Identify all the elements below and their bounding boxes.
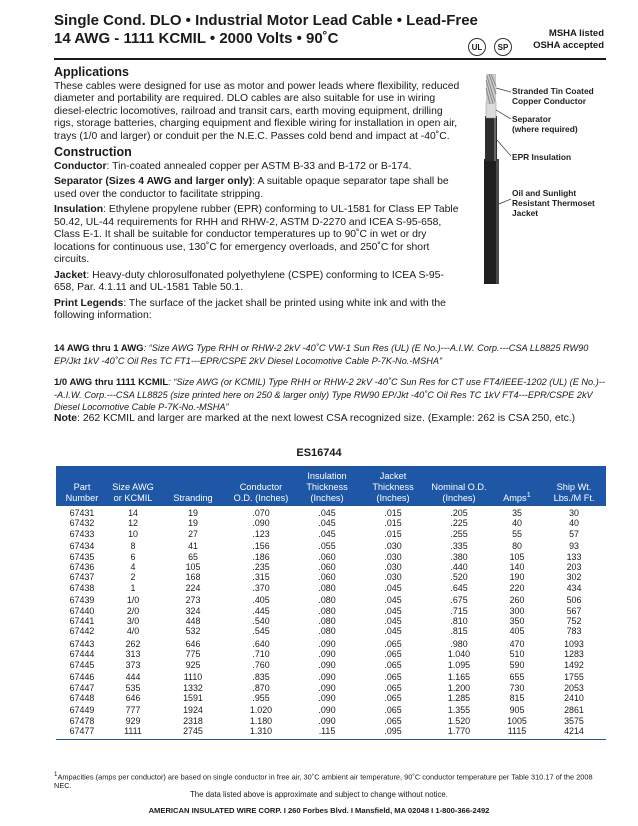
insulation-spec: Insulation: Ethylene propylene rubber (EPR) conforming to UL-1581 for Class EP Table 50.42, UL-44 requirements for RHH and RHW-2, ASTM D-2270 and ICEA S-95-658, Class E-1. It shall be suitable for conductor temperatures up to 90˚C in wet or dry locations for continuous use, 130˚C for emergency overloads, and 250˚C for short circuits. [54, 204, 459, 265]
applications-heading: Applications [54, 65, 130, 79]
table-cell: 1.285 [447, 692, 471, 703]
table-cell: 105 [509, 551, 525, 562]
table-cell: 67437 [69, 572, 95, 583]
table-cell: 3575 [564, 715, 584, 726]
separator-spec: Separator (Sizes 4 AWG and larger only): A suitable opaque separator tape shall be used over the conductor to facilitate stripping. [54, 176, 449, 200]
table-cell: 2745 [158, 726, 228, 739]
table-cell: 67447 [69, 682, 95, 693]
table-cell: 300 [509, 605, 525, 616]
table-cell: .255 [450, 528, 468, 539]
table-cell: .675 [450, 595, 468, 606]
table-cell: .030 [384, 541, 402, 552]
footnote: $^1$Ampacities (amps per conductor) are based on single conductor in free air, 30˚C ambient air temperature, 90˚C conductor temperature per Table 310.17 of the 2008 NEC. [54, 771, 593, 791]
table-cell: .060 [318, 572, 336, 583]
table-cell: 67440 [69, 605, 95, 616]
table-cell: 55 [512, 528, 522, 539]
table-cell: 2410 [564, 692, 584, 703]
table-cell: 1755 [564, 672, 584, 683]
table-row [56, 529, 606, 539]
ul-logo-icon: UL [468, 38, 486, 56]
insulation-callout: EPR Insulation [512, 152, 572, 162]
table-cell: 190 [509, 572, 525, 583]
table-cell: 67448 [69, 692, 95, 703]
table-cell: .115 [294, 726, 360, 739]
table-cell: 260 [509, 595, 525, 606]
table-cell: .015 [384, 518, 402, 529]
col-jacket: Jacket Thickness (Inches) [360, 466, 426, 506]
table-row [56, 626, 606, 636]
table-cell: .015 [384, 528, 402, 539]
table-cell: 65 [188, 551, 198, 562]
table-cell: 93 [569, 541, 579, 552]
col-nominal-od: Nominal O.D. (Inches) [426, 466, 492, 506]
table-cell: .060 [318, 562, 336, 573]
table-cell: 590 [509, 659, 525, 670]
table-cell: .090 [318, 682, 336, 693]
table-cell: 67478 [69, 715, 95, 726]
table-cell: 6 [130, 551, 136, 562]
table-cell: 57 [569, 528, 579, 539]
table-row [56, 616, 606, 626]
col-stranding: Stranding [158, 466, 228, 506]
table-cell: .065 [384, 638, 402, 649]
table-cell: .065 [384, 649, 402, 660]
separator-callout: Separator (where required) [512, 114, 578, 134]
table-cell: 67445 [69, 659, 95, 670]
table-cell: 1.310 [228, 726, 294, 739]
table-cell: 2 [130, 572, 136, 583]
table-cell: .065 [384, 659, 402, 670]
table-cell: .835 [252, 672, 270, 683]
table-cell: .520 [450, 572, 468, 583]
conductor-callout: Stranded Tin Coated Copper Conductor [512, 86, 594, 106]
table-cell: 302 [566, 572, 582, 583]
table-cell: .065 [384, 705, 402, 716]
table-cell: 1.520 [447, 715, 471, 726]
table-cell: .065 [384, 682, 402, 693]
table-cell: 567 [566, 605, 582, 616]
table-cell: 203 [566, 562, 582, 573]
spec-table [56, 466, 606, 740]
table-cell: .445 [252, 605, 270, 616]
table-cell: .980 [450, 638, 468, 649]
table-cell: .186 [252, 551, 270, 562]
table-row [56, 593, 606, 605]
table-cell: .225 [450, 518, 468, 529]
table-cell: .080 [318, 582, 336, 593]
table-cell: 1110 [183, 672, 203, 683]
table-cell: .080 [318, 595, 336, 606]
table-cell: .045 [318, 518, 336, 529]
table-cell: 2318 [183, 715, 203, 726]
table-cell: 19 [188, 518, 198, 529]
table-cell: 775 [185, 649, 201, 660]
table-cell: 2861 [564, 705, 584, 716]
col-ship-weight: Ship Wt. Lbs./M Ft. [542, 466, 606, 506]
table-cell: .065 [384, 692, 402, 703]
table-cell: 1924 [183, 705, 203, 716]
table-title: ES16744 [296, 447, 342, 459]
applications-text: These cables were designed for use as motor and power leads where flexibility, reduced diameter and portability are required. DLO cables are also suitable for use in wiring diesel-electric locomotives, railroad and transit cars, earth moving equipment, drilling rigs, storage batteries, charging equipment and flexible wiring for installation in open air, trays (1/0 and larger) or conduit per the N.E.C. Passes cold bend and impact at -40˚C. [54, 80, 460, 142]
table-cell: .070 [252, 508, 270, 518]
table-cell: 4214 [542, 726, 606, 739]
table-cell: 40 [569, 518, 579, 529]
table-cell: 67431 [69, 508, 95, 518]
msha-note: MSHA listed OSHA accepted [533, 28, 604, 51]
table-cell: .870 [252, 682, 270, 693]
table-row [56, 693, 606, 703]
table-cell: .380 [450, 551, 468, 562]
table-row [56, 506, 606, 518]
table-cell: 1/0 [126, 595, 140, 606]
table-cell: 1005 [507, 715, 527, 726]
table-cell: .030 [384, 551, 402, 562]
table-row [56, 683, 606, 693]
table-cell: .090 [318, 659, 336, 670]
table-cell: .405 [252, 595, 270, 606]
table-cell: .045 [384, 626, 402, 637]
table-cell: 12 [128, 518, 138, 529]
table-cell: .045 [318, 508, 336, 518]
table-cell: 133 [566, 551, 582, 562]
table-cell: .065 [384, 672, 402, 683]
table-cell: 2/0 [126, 605, 140, 616]
table-cell: .045 [318, 528, 336, 539]
table-cell: 313 [125, 649, 141, 660]
table-row [56, 518, 606, 528]
table-cell: 434 [566, 582, 582, 593]
table-row [56, 637, 606, 649]
table-cell: .205 [450, 508, 468, 518]
table-cell: 67441 [69, 616, 95, 627]
table-cell: 405 [509, 626, 525, 637]
page-subtitle: 14 AWG - 1111 KCMIL • 2000 Volts • 90˚C [54, 30, 339, 47]
table-row [56, 583, 606, 593]
col-part-number: Part Number [56, 466, 108, 506]
table-cell: 655 [509, 672, 525, 683]
table-cell: 40 [512, 518, 522, 529]
table-cell: 1093 [564, 638, 584, 649]
print-legend-spec: Print Legends: The surface of the jacket shall be printed using white ink and with the following information: [54, 297, 446, 321]
table-cell: 1492 [564, 659, 584, 670]
table-cell: .090 [318, 638, 336, 649]
table-cell: 67438 [69, 582, 95, 593]
table-cell: 8 [130, 541, 136, 552]
col-conductor-od: Conductor O.D. (Inches) [228, 466, 294, 506]
csa-logo-icon: SP [494, 38, 512, 56]
legend-small-sizes: 14 AWG thru 1 AWG: “Size AWG Type RHH or RHW-2 2kV -40˚C VW-1 Sun Res (UL) (E No.)---A.I.W. Corp.---CSA LL8825 RW90 EP/Jkt 1kV -40˚C Oil Res TC FT1---EPR/CSPE 2kV Diesel Locomotive Cable P-7K-No.-MSHA” [54, 343, 589, 366]
table-cell: 730 [509, 682, 525, 693]
table-cell: 273 [185, 595, 201, 606]
table-cell: 3/0 [126, 616, 140, 627]
cable-diagram [466, 64, 616, 284]
table-cell: .335 [450, 541, 468, 552]
table-cell: 41 [188, 541, 198, 552]
table-row [56, 539, 606, 551]
table-cell: 535 [125, 682, 141, 693]
table-row [56, 572, 606, 582]
table-cell: 140 [509, 562, 525, 573]
table-cell: .090 [318, 705, 336, 716]
table-cell: 470 [509, 638, 525, 649]
table-cell: 324 [185, 605, 201, 616]
table-row [56, 670, 606, 682]
table-cell: 35 [512, 508, 522, 518]
table-cell: .080 [318, 626, 336, 637]
table-cell: 10 [128, 528, 138, 539]
table-cell: 67439 [69, 595, 95, 606]
certification-logos [468, 38, 512, 56]
table-cell: .015 [384, 508, 402, 518]
table-cell: .640 [252, 638, 270, 649]
table-cell: .715 [450, 605, 468, 616]
header [54, 12, 604, 48]
table-cell: 67449 [69, 705, 95, 716]
table-cell: .235 [252, 562, 270, 573]
table-cell: .080 [318, 616, 336, 627]
jacket-callout: Oil and Sunlight Resistant Thermoset Jacket [512, 188, 595, 218]
table-cell: 19 [188, 508, 198, 518]
table-cell: 4/0 [126, 626, 140, 637]
table-cell: .090 [318, 715, 336, 726]
table-cell: .710 [252, 649, 270, 660]
table-cell: 1.040 [447, 649, 471, 660]
table-cell: 67433 [69, 528, 95, 539]
table-cell: 80 [512, 541, 522, 552]
table-cell: 14 [128, 508, 138, 518]
table-cell: 30 [569, 508, 579, 518]
table-cell: .810 [450, 616, 468, 627]
table-cell: 1115 [492, 726, 542, 739]
table-cell: 448 [185, 616, 201, 627]
jacket-spec: Jacket: Heavy-duty chlorosulfonated polyethylene (CSPE) conforming to ICEA S-95-658, Par. 4.1.11 and UL-1581 Table 50.1. [54, 269, 444, 293]
col-insulation: Insulation Thickness (Inches) [294, 466, 360, 506]
table-cell: .760 [252, 659, 270, 670]
table-cell: .156 [252, 541, 270, 552]
table-body [56, 506, 606, 739]
table-cell: 1.020 [249, 705, 273, 716]
table-cell: 224 [185, 582, 201, 593]
table-cell: .030 [384, 562, 402, 573]
table-cell: 929 [125, 715, 141, 726]
table-cell: .440 [450, 562, 468, 573]
table-cell: 777 [125, 705, 141, 716]
disclaimer: The data listed above is approximate and subject to change without notice. [190, 790, 448, 799]
table-cell: 510 [509, 649, 525, 660]
table-cell: 646 [125, 692, 141, 703]
table-cell: .315 [252, 572, 270, 583]
table-cell: .090 [318, 672, 336, 683]
table-cell: 4 [130, 562, 136, 573]
table-cell: 532 [185, 626, 201, 637]
table-cell: 646 [185, 638, 201, 649]
table-cell: 350 [509, 616, 525, 627]
table-cell: .123 [252, 528, 270, 539]
note: Note: 262 KCMIL and larger are marked at the next lowest CSA recognized size. (Example: 262 is CSA 250, etc.) [54, 413, 576, 424]
table-cell: 67443 [69, 638, 95, 649]
table-cell: .055 [318, 541, 336, 552]
table-cell: .955 [252, 692, 270, 703]
table-cell: 1.355 [447, 705, 471, 716]
table-cell: .080 [318, 605, 336, 616]
conductor-spec: Conductor: Tin-coated annealed copper per ASTM B-33 and B-172 or B-174. [54, 160, 412, 172]
table-cell: .045 [384, 605, 402, 616]
table-cell: .645 [450, 582, 468, 593]
table-row [56, 726, 606, 739]
table-cell: 1 [130, 582, 136, 593]
table-cell: 27 [188, 528, 198, 539]
table-cell: 1.165 [447, 672, 471, 683]
table-cell: .045 [384, 595, 402, 606]
table-cell: 1.200 [447, 682, 471, 693]
table-cell: 1.770 [426, 726, 492, 739]
table-cell: 67444 [69, 649, 95, 660]
table-cell: 815 [509, 692, 525, 703]
table-cell: 752 [566, 616, 582, 627]
table-cell: 105 [185, 562, 201, 573]
company-footer: AMERICAN INSULATED WIRE CORP. I 260 Forbes Blvd. I Mansfield, MA 02048 I 1-800-366-2492 [148, 806, 490, 815]
table-cell: 220 [509, 582, 525, 593]
table-cell: .045 [384, 582, 402, 593]
table-header-row [56, 466, 606, 506]
table-cell: 67435 [69, 551, 95, 562]
table-cell: 1591 [183, 692, 203, 703]
table-cell: 1.095 [447, 659, 471, 670]
table-row [56, 562, 606, 572]
table-cell: 67477 [56, 726, 108, 739]
table-cell: 67436 [69, 562, 95, 573]
page-title: Single Cond. DLO • Industrial Motor Lead Cable • Lead-Free [54, 12, 478, 29]
construction-heading: Construction [54, 145, 132, 159]
table-row [56, 552, 606, 562]
table-cell: .060 [318, 551, 336, 562]
header-divider [54, 58, 606, 60]
table-cell: 67442 [69, 626, 95, 637]
table-cell: 1332 [183, 682, 203, 693]
table-cell: .090 [252, 518, 270, 529]
table-row [56, 703, 606, 715]
table-row [56, 606, 606, 616]
table-cell: 1283 [564, 649, 584, 660]
table-row [56, 649, 606, 659]
table-cell: .545 [252, 626, 270, 637]
legend-large-sizes: 1/0 AWG thru 1111 KCMIL: “Size AWG (or KCMIL) Type RHH or RHW-2 2kV -40˚C Sun Res for CT use FT4/IEEE-1202 (UL) (E No.)---A.I.W. Corp.---CSA LL8825 (size printed here on 250 & larger only) Type RW90 EP/Jkt -40˚C Oil Res TC 1kV FT4---EPR/CSPE 2kV Diesel Locomotive Cable P-7K-No.-MSHA” [54, 377, 605, 412]
table-cell: 2053 [564, 682, 584, 693]
table-cell: 168 [185, 572, 201, 583]
table-cell: .090 [318, 692, 336, 703]
table-cell: 67446 [69, 672, 95, 683]
table-cell: 1.180 [249, 715, 273, 726]
table-cell: 67432 [69, 518, 95, 529]
table-cell: .095 [360, 726, 426, 739]
col-amps: Amps$^1$ [492, 466, 542, 506]
table-cell: 1111 [108, 726, 158, 739]
table-cell: .815 [450, 626, 468, 637]
table-cell: .090 [318, 649, 336, 660]
table-cell: 783 [566, 626, 582, 637]
table-row [56, 660, 606, 670]
table-cell: 262 [125, 638, 141, 649]
table-cell: 444 [125, 672, 141, 683]
table-row [56, 716, 606, 726]
table-cell: .045 [384, 616, 402, 627]
table-cell: 506 [566, 595, 582, 606]
table-cell: 905 [509, 705, 525, 716]
table-cell: 925 [185, 659, 201, 670]
table-cell: .030 [384, 572, 402, 583]
table-cell: .540 [252, 616, 270, 627]
col-size: Size AWG or KCMIL [108, 466, 158, 506]
table-cell: .065 [384, 715, 402, 726]
table-cell: .370 [252, 582, 270, 593]
table-cell: 67434 [69, 541, 95, 552]
table-cell: 373 [125, 659, 141, 670]
spec-content [54, 64, 464, 326]
